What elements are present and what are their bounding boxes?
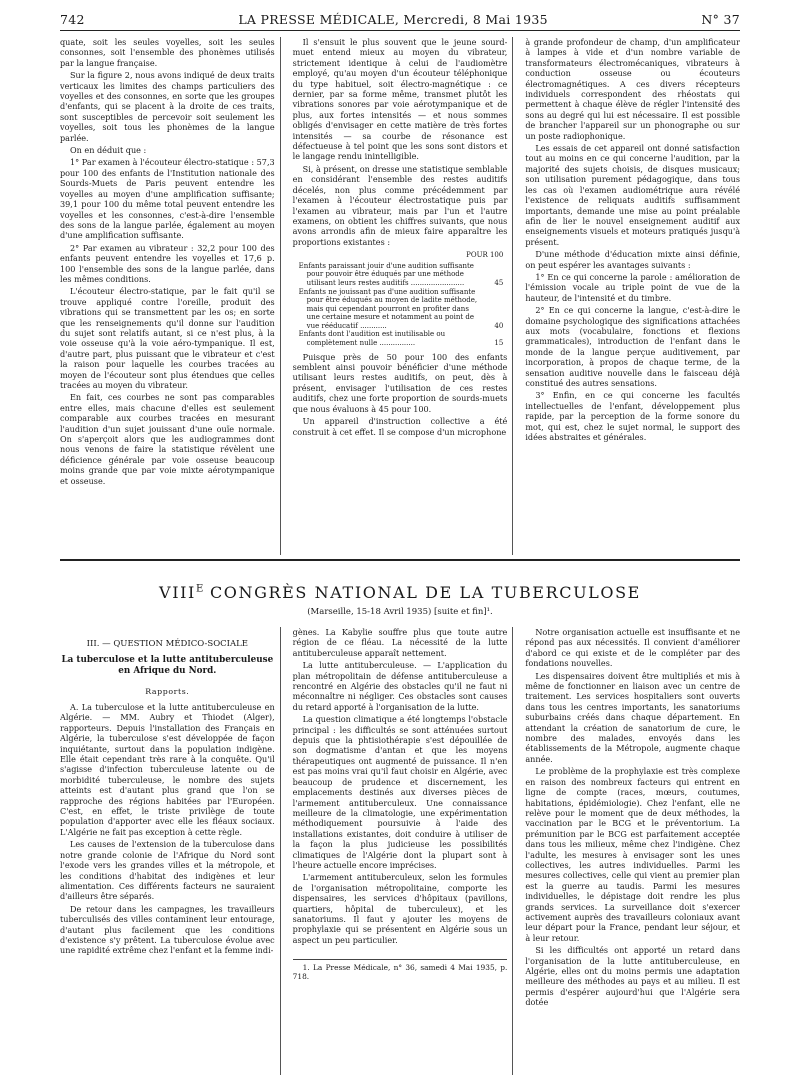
issue-number: N° 37: [701, 12, 740, 27]
lower-column-3: [525, 627, 740, 1075]
paragraph: quate, soit les seules voyelles, soit les seules consonnes, soit l'ensemble des phonèmes utilisés par la langue française.: [60, 37, 275, 68]
congress-title-superscript: E: [195, 583, 204, 595]
row-value: 15: [494, 339, 504, 348]
paragraph: De retour dans les campagnes, les travailleurs tuberculisés des villes contaminent leur entourage, d'autant plus facilement que les conditions d'existence s'y prêtent. La tuberculose évolue avec une rapidité extrême chez l'enfant et la femme indi-: [60, 903, 275, 956]
paragraph: Le problème de la prophylaxie est très complexe en raison des nombreux facteurs qui entrent en ligne de compte (races, mœurs, coutumes, habitations, épidémiologie). Chez l'enfant, elle ne relève pour le moment que de deux méthodes, la vaccination par le BCG et le préventorium. La prémunition par le BCG est parfaitement acceptée dans tous les milieux, même chez l'indigène. Chez l'adulte, les mesures à envisager sont les unes collectives, les autres individuelles. Parmi les mesures collectives, celle qui vient au premier plan est la guerre au taudis. Parmi les mesures individuelles, le dépistage doit rendre les plus grands services. La surveillance doit s'exercer activement auprès des travailleurs coloniaux avant leur départ pour la France, pendant leur séjour, et à leur retour.: [525, 766, 740, 943]
journal-title: LA PRESSE MÉDICALE, Mercredi, 8 Mai 1935: [238, 12, 548, 27]
upper-column-1: [60, 37, 281, 555]
table-row: [299, 288, 504, 331]
congress-title-numeral: VIII: [159, 583, 196, 602]
paragraph: En fait, ces courbes ne sont pas comparables entre elles, mais chacune d'elles est seulement comparable aux courbes tracées en mesurant l'audition d'un sujet jouissant d'une ouïe normale. On s'aperçoit alors que les audiogrammes dont nous venons de faire la statistique révèlent une déficience générale par voie osseuse beaucoup moins grande que par voie mixte aérotympanique et osseuse.: [60, 392, 275, 486]
paragraph: Si les difficultés ont apporté un retard dans l'organisation de la lutte antituberculeuse, en Algérie, elles ont du moins permis une adaptation meilleure des méthodes au pays et au milieu. Il est permis d'espérer aujourd'hui que l'Algérie sera dotée: [525, 945, 740, 1008]
lower-column-1: [60, 627, 281, 1075]
table-header: POUR 100: [466, 251, 504, 260]
rapports-heading: Rapports.: [145, 687, 190, 696]
row-label: Enfants dont l'audition est inutilisable ou complètement nulle ................: [298, 330, 446, 348]
upper-column-2: [293, 37, 514, 555]
paragraph: Notre organisation actuelle est insuffisante et ne répond pas aux nécessités. Il convient d'améliorer d'abord ce qui existe et de le compléter par des fondations nouvelles.: [525, 627, 740, 669]
table-row: [299, 330, 504, 347]
paragraph: 2° Par examen au vibrateur : 32,2 pour 100 des enfants peuvent entendre les voyelles et 17,6 p. 100 l'ensemble des sons de la langue parlée, dans les mêmes conditions.: [60, 242, 275, 284]
running-header: [60, 12, 740, 31]
congress-title: [60, 583, 740, 602]
paragraph: Les dispensaires doivent être multipliés et mis à même de fonctionner en liaison avec un centre de traitement. Les services hospitaliers sont ouverts dans tous les centres importants, les sanatoriums suburbains créés dans chaque département. En attendant la création de sanatorium de cure, le nombre des malades, envoyés dans les établissements de la Métropole, augmente chaque année.: [525, 670, 740, 764]
row-value: 45: [494, 278, 504, 287]
paragraph: L'armement antituberculeux, selon les formules de l'organisation métropolitaine, comporte les dispensaires, les services d'hôpitaux (pavillons, quartiers, hôpital de tuberculeux), et les sanatoriums. Il faut y ajouter les moyens de prophylaxie qui se présentent en Algérie sous un aspect un peu particulier.: [292, 872, 508, 945]
paragraph: La question climatique a été longtemps l'obstacle principal : les difficultés se sont atténuées surtout depuis que la phtisiothérapie s'est dépouillée de son dogmatisme d'antan et que les moyens thérapeutiques ont augmenté de puissance. Il n'en est pas moins vrai qu'il faut choisir en Algérie, avec beaucoup de prudence et discernement, les emplacements destinés aux diverses pièces de l'armement antituberculeux. Une connaissance meilleure de la climatologie, une expérimentation méthodiquement poursuivie à l'aide des installations existantes, doit conduire à utiliser de la façon la plus judicieuse les possibilités climatiques de l'Algérie dont la plupart sont à l'heure actuelle encore imprécises.: [292, 714, 508, 870]
table-row: [299, 262, 504, 288]
paragraph: 1° Par examen à l'écouteur électro-statique : 57,3 pour 100 des enfants de l'Institution nationale des Sourds-Muets de Paris peuvent entendre les voyelles au moyen d'une amplification suffisante; 39,1 pour 100 du même total peuvent entendre les voyelles et les consonnes, c'est-à-dire l'ensemble des sons de la langue parlée, également au moyen d'une amplification suffisante.: [60, 157, 275, 241]
paragraph: 3° Enfin, en ce qui concerne les facultés intellectuelles de l'enfant, développement plus rapide, par la perception de la forme sonore du mot, qui est, chez le sujet normal, le support des idées abstraites et générales.: [525, 390, 740, 443]
section-title: La tuberculose et la lutte antituberculeuse en Afrique du Nord.: [61, 655, 274, 676]
row-label: Enfants ne jouissant pas d'une audition suffisante pour être éduqués au moyen de ladite méthode, mais qui cependant pourront en profiter dans une certaine mesure et notamment au point de vue rééducatif ............: [298, 287, 478, 330]
journal-page: [60, 12, 740, 1075]
footnote: [293, 959, 508, 981]
page-number: 742: [60, 12, 85, 27]
upper-article: [60, 37, 740, 555]
paragraph: A. La tuberculose et la lutte antituberculeuse en Algérie. — MM. Aubry et Thiodet (Alger), rapporteurs. Depuis l'installation des Français en Algérie, la tuberculose s'est développée de façon inquiétante, surtout dans la population indigène. Elle était cependant très rare à la conquête. Qu'il s'agisse d'infection tuberculeuse latente ou de morbidité tuberculeuse, le nombre des sujets atteints est d'autant plus grand que l'on se rapproche des régions habitées par l'Européen. C'est, en effet, le triste privilège de toute population d'apporter avec elle les fléaux sociaux. L'Algérie ne fait pas exception à cette règle.: [60, 702, 275, 837]
paragraph: Un appareil d'instruction collective a été construit à cet effet. Il se compose d'un microphone: [292, 416, 508, 437]
row-label: Enfants paraissant jouir d'une audition suffisante pour pouvoir être éduqués par une méthode utilisant leurs restes auditifs ........................: [298, 261, 474, 287]
section-divider: [60, 559, 740, 561]
paragraph: Il s'ensuit le plus souvent que le jeune sourd-muet entend mieux au moyen du vibrateur, strictement identique à celui de l'audiomètre employé, qu'au moyen d'un écouteur téléphonique du type habituel, soit électro-magnétique : ce dernier, par sa forme même, transmet plutôt les vibrations sonores par voie aérotympanique et de plus, aux fortes intensités — et nous sommes obligés d'envisager en cette matière de très fortes intensités — sa courbe de résonance est défectueuse à tel point que les sons sont distors et le langage rendu inintelligible.: [292, 37, 508, 162]
lower-article: [60, 627, 740, 1075]
section-heading: III. — QUESTION MÉDICO-SOCIALE: [86, 639, 249, 649]
paragraph: 2° En ce qui concerne la langue, c'est-à-dire le domaine psychologique des significations attachées aux mots (vocabulaire, fonctions et flexions grammaticales), introduction de l'enfant dans le monde de la langue perçue auditivement, par incorporation, à propos de chaque terme, de la sensation auditive nouvelle dans le faisceau déjà constitué des autres sensations.: [525, 305, 740, 388]
statistics-table: [299, 251, 504, 348]
row-value: 40: [494, 321, 504, 330]
paragraph: Les essais de cet appareil ont donné satisfaction tout au moins en ce qui concerne l'audition, par la majorité des sujets choisis, de disques musicaux; son utilisation purement pédagogique, dans tous les cas où l'examen audiométrique aura révélé l'existence de reliquats auditifs suffisamment importants, demande une mise au point préalable afin de lier le nouvel enseignement auditif aux enseignements visuels et moteurs pratiqués jusqu'à présent.: [525, 143, 740, 247]
paragraph: D'une méthode d'éducation mixte ainsi définie, on peut espérer les avantages suivants :: [525, 249, 740, 270]
congress-title-text: CONGRÈS NATIONAL DE LA TUBERCULOSE: [203, 583, 641, 602]
paragraph: Les causes de l'extension de la tuberculose dans notre grande colonie de l'Afrique du Nord sont l'exode vers les grandes villes et la métropole, et les conditions d'habitat des indigènes et leur alimentation. Ces différents facteurs ne sauraient d'ailleurs être séparés.: [60, 839, 275, 902]
upper-column-3: [525, 37, 740, 555]
paragraph: gènes. La Kabylie souffre plus que toute autre région de ce fléau. La nécessité de la lutte antituberculeuse apparaît nettement.: [292, 627, 508, 658]
congress-subtitle: (Marseille, 15-18 Avril 1935) [suite et fin]¹.: [307, 607, 493, 617]
paragraph: Puisque près de 50 pour 100 des enfants semblent ainsi pouvoir bénéficier d'une méthode utilisant leurs restes auditifs, on peut, dès à présent, envisager l'utilisation de ces restes auditifs, chez une forte proportion de sourds-muets que nous évaluons à 45 pour 100.: [292, 351, 508, 414]
paragraph: La lutte antituberculeuse. — L'application du plan métropolitain de défense antituberculeuse a rencontré en Algérie des obstacles qu'il ne faut ni méconnaître ni négliger. Ces obstacles sont causes du retard apporté à l'organisation de la lutte.: [292, 660, 508, 712]
paragraph: à grande profondeur de champ, d'un amplificateur à lampes à vide et d'un nombre variable de transformateurs électromécaniques, vibrateurs à conduction osseuse ou écouteurs électromagnétiques. A ces divers récepteurs individuels correspondent des rhéostats qui permettent à chaque élève de régler l'intensité des sons au degré qui lui est nécessaire. Il est possible de brancher l'appareil sur un phonographe ou sur un poste radiophonique.: [525, 37, 740, 141]
paragraph: 1° En ce qui concerne la parole : amélioration de l'émission vocale au triple point de vue de la hauteur, de l'intensité et du timbre.: [525, 271, 740, 303]
footnote-text: 1. La Presse Médicale, n° 36, samedi 4 Mai 1935, p. 718.: [292, 963, 508, 982]
paragraph: Sur la figure 2, nous avons indiqué de deux traits verticaux les limites des champs particuliers des voyelles et des consonnes, en sorte que les groupes d'enfants, qui se placent à la droite de ces traits, sont susceptibles de percevoir soit seulement les voyelles, soit tous les phonèmes de la langue parlée.: [60, 70, 275, 143]
lower-column-2: [293, 627, 514, 1075]
paragraph: Si, à présent, on dresse une statistique semblable en considérant l'ensemble des restes auditifs décelés, non plus comme précédemment par l'examen à l'écouteur électrostatique puis par l'examen au vibrateur, mais par l'un et l'autre examens, on obtient les chiffres suivants, que nous avons arrondis afin de mieux faire apparaître les proportions existantes :: [292, 163, 508, 247]
paragraph: On en déduit que :: [70, 145, 147, 156]
paragraph: L'écouteur électro-statique, par le fait qu'il se trouve appliqué contre l'oreille, produit des vibrations qui se transmettent par les os; en sorte que les renseignements qu'il donne sur l'audition du sujet sont relatifs autant, si ce n'est plus, à la voie osseuse qu'à la voie aéro-tympanique. Il est, d'autre part, plus puissant que le vibrateur et c'est la raison pour laquelle les courbes tracées au moyen de l'écouteur sont plus étendues que celles tracées au moyen du vibrateur.: [60, 286, 275, 390]
